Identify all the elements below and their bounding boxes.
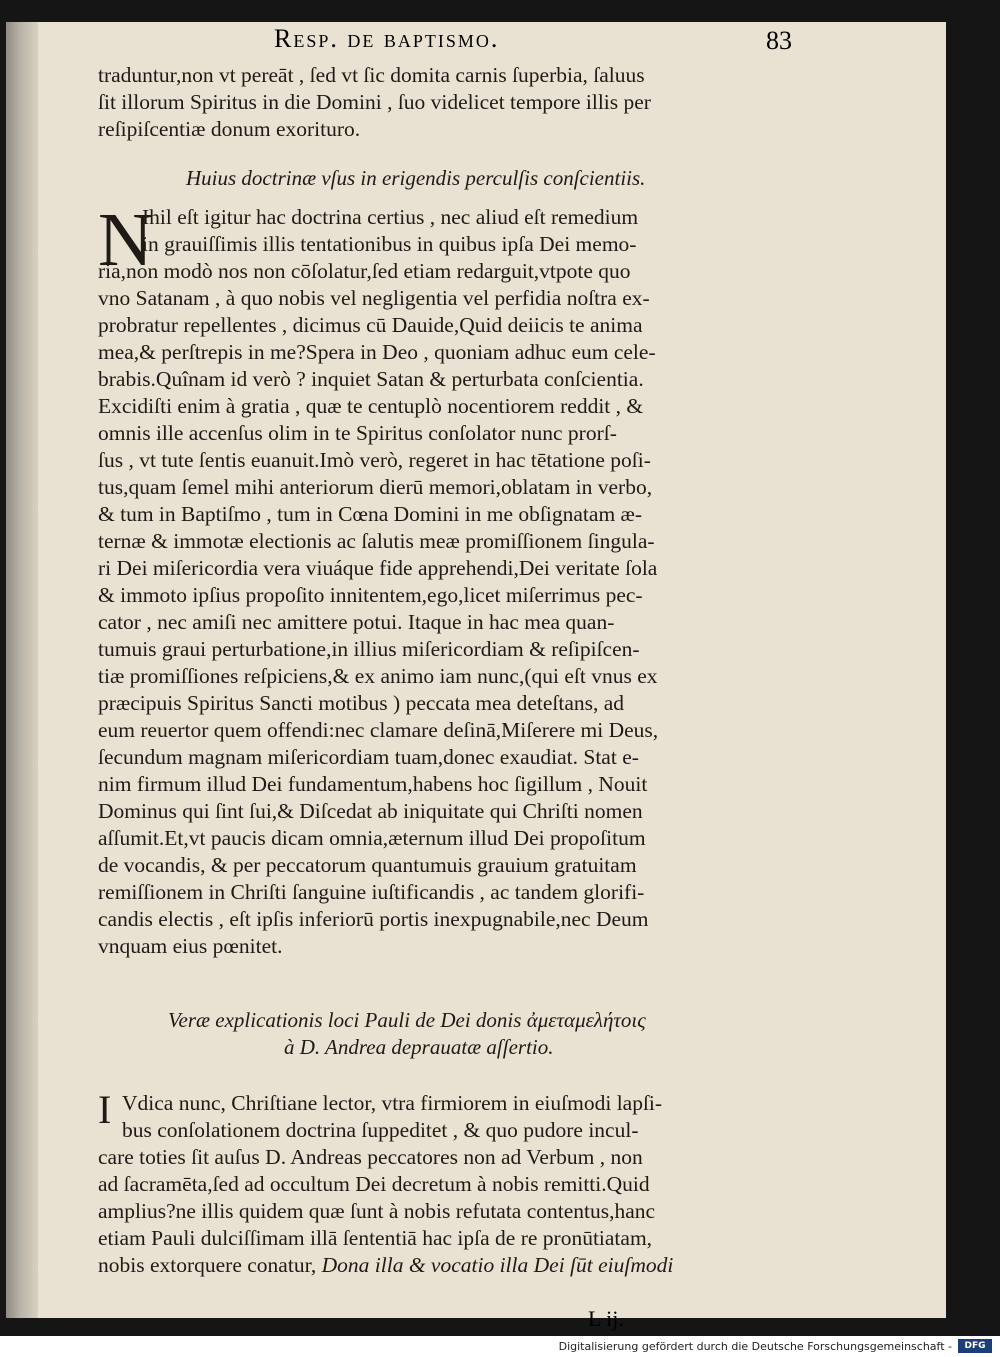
text-line: etiam Pauli dulciſſimam illā ſententiā hac ipſa de re pronūtiatam, (98, 1226, 653, 1250)
text-line: probratur repellentes , dicimus cū Dauide,Quid deiicis te anima (98, 313, 643, 337)
text-line: ſit illorum Spiritus in die Domini , ſuo videlicet tempore illis per (98, 90, 651, 114)
text-line: Dominus qui ſint ſui,& Diſcedat ab iniquitate qui Chriſti nomen (98, 799, 643, 823)
text-line: nim firmum illud Dei fundamentum,habens hoc ſigillum , Nouit (98, 772, 648, 796)
text-line: ternæ & immotæ electionis ac ſalutis meæ promiſſionem ſingula- (98, 529, 655, 553)
text-line: brabis.Quînam id verò ? inquiet Satan & perturbata conſcientia. (98, 367, 644, 391)
text-line: tumuis graui perturbatione,in illius miſericordiam & reſipiſcen- (98, 637, 640, 661)
text-line: ſus , vt tute ſentis euanuit.Imò verò, regeret in hac tētatione poſi- (98, 448, 651, 472)
text-line: reſipiſcentiæ donum exorituro. (98, 117, 361, 141)
text-line: cator , nec amiſi nec amittere potui. Itaque in hac mea quan- (98, 610, 615, 634)
text-line: & immoto ipſius propoſito innitentem,ego,licet miſerrimus pec- (98, 583, 643, 607)
text-line-italic-quote: Dona illa & vocatio illa Dei ſūt eiuſmodi (321, 1253, 674, 1277)
text-line: vnquam eius pœnitet. (98, 934, 283, 958)
section-heading: Huius doctrinæ vſus in erigendis perculſis conſcientiis. (186, 166, 646, 190)
text-line: & tum in Baptiſmo , tum in Cœna Domini in me obſignatam æ- (98, 502, 643, 526)
text-line: aſſumit.Et,vt paucis dicam omnia,æternum illud Dei propoſitum (98, 826, 646, 850)
text-line: bus conſolationem doctrina ſuppeditet , & quo pudore incul- (122, 1118, 639, 1142)
section-heading-line-1: Veræ explicationis loci Pauli de Dei donis ἀμεταμελήτοις (168, 1008, 646, 1032)
section-heading-line-2: à D. Andrea deprauatæ aſſertio. (284, 1035, 554, 1059)
dfg-logo-icon: DFG (958, 1339, 992, 1353)
text-line: ria,non modò nos non cōſolatur,ſed etiam redarguit,vtpote quo (98, 259, 631, 283)
text-line: eum reuertor quem offendi:nec clamare deſinā,Miſerere mi Deus, (98, 718, 659, 742)
book-page (6, 22, 946, 1331)
funding-credit: Digitalisierung gefördert durch die Deutsche Forschungsgemeinschaft - (558, 1340, 952, 1353)
text-line-roman: nobis extorquere conatur, (98, 1253, 322, 1277)
text-line: care toties ſit auſus D. Andreas peccatores non ad Verbum , non (98, 1145, 643, 1169)
signature-mark: L ij. (588, 1306, 624, 1331)
text-line: de vocandis, & per peccatorum quantumuis grauium gratuitam (98, 853, 637, 877)
text-line: ad ſacramēta,ſed ad occultum Dei decretum à nobis remitti.Quid (98, 1172, 650, 1196)
page-header (176, 22, 816, 54)
text-line: ſecundum magnam miſericordiam tuam,donec exaudiat. Stat e- (98, 745, 639, 769)
text-line: remiſſionem in Chriſti ſanguine iuſtificandis , ac tandem glorifi- (98, 880, 645, 904)
text-line: Vdica nunc, Chriſtiane lector, vtra firmiorem in eiuſmodi lapſi- (122, 1091, 663, 1115)
text-line: mea,& perſtrepis in me?Spera in Deo , quoniam adhuc eum cele- (98, 340, 656, 364)
text-line: traduntur,non vt pereāt , ſed vt ſic domita carnis ſuperbia, ſaluus (98, 63, 645, 87)
text-line: omnis ille accenſus olim in te Spiritus conſolator nunc prorſ- (98, 421, 617, 445)
text-line-last (98, 1252, 673, 1279)
text-line: Excidiſti enim à gratia , quæ te centuplò nocentiorem reddit , & (98, 394, 644, 418)
text-line: tiæ promiſſiones reſpiciens,& ex animo iam nunc,(qui eſt vnus ex (98, 664, 658, 688)
text-line: tus,quam ſemel mihi anteriorum dierū memori,oblatam in verbo, (98, 475, 653, 499)
drop-cap-initial: I (98, 1087, 112, 1132)
text-line: ri Dei miſericordia vera viuáque fide apprehendi,Dei veritate ſola (98, 556, 658, 580)
text-line: Ihil eſt igitur hac doctrina certius , nec aliud eſt remedium (142, 205, 639, 229)
text-line: candis electis , eſt ipſis inferiorū portis inexpugnabile,nec Deum (98, 907, 649, 931)
text-line: amplius?ne illis quidem quæ ſunt à nobis refutata contentus,hanc (98, 1199, 656, 1223)
text-line: vno Satanam , à quo nobis vel negligentia vel perfidia noſtra ex- (98, 286, 650, 310)
drop-cap-initial: N (98, 198, 153, 282)
text-line: in grauiſſimis illis tentationibus in quibus ipſa Dei memo- (142, 232, 637, 256)
text-line: præcipuis Spiritus Sancti motibus ) peccata mea deteſtans, ad (98, 691, 625, 715)
page-number: 83 (766, 26, 792, 55)
page-gutter-shadow (6, 22, 38, 1318)
running-head: Resp. de baptismo. (274, 24, 500, 53)
footer-bar (0, 1336, 1000, 1357)
